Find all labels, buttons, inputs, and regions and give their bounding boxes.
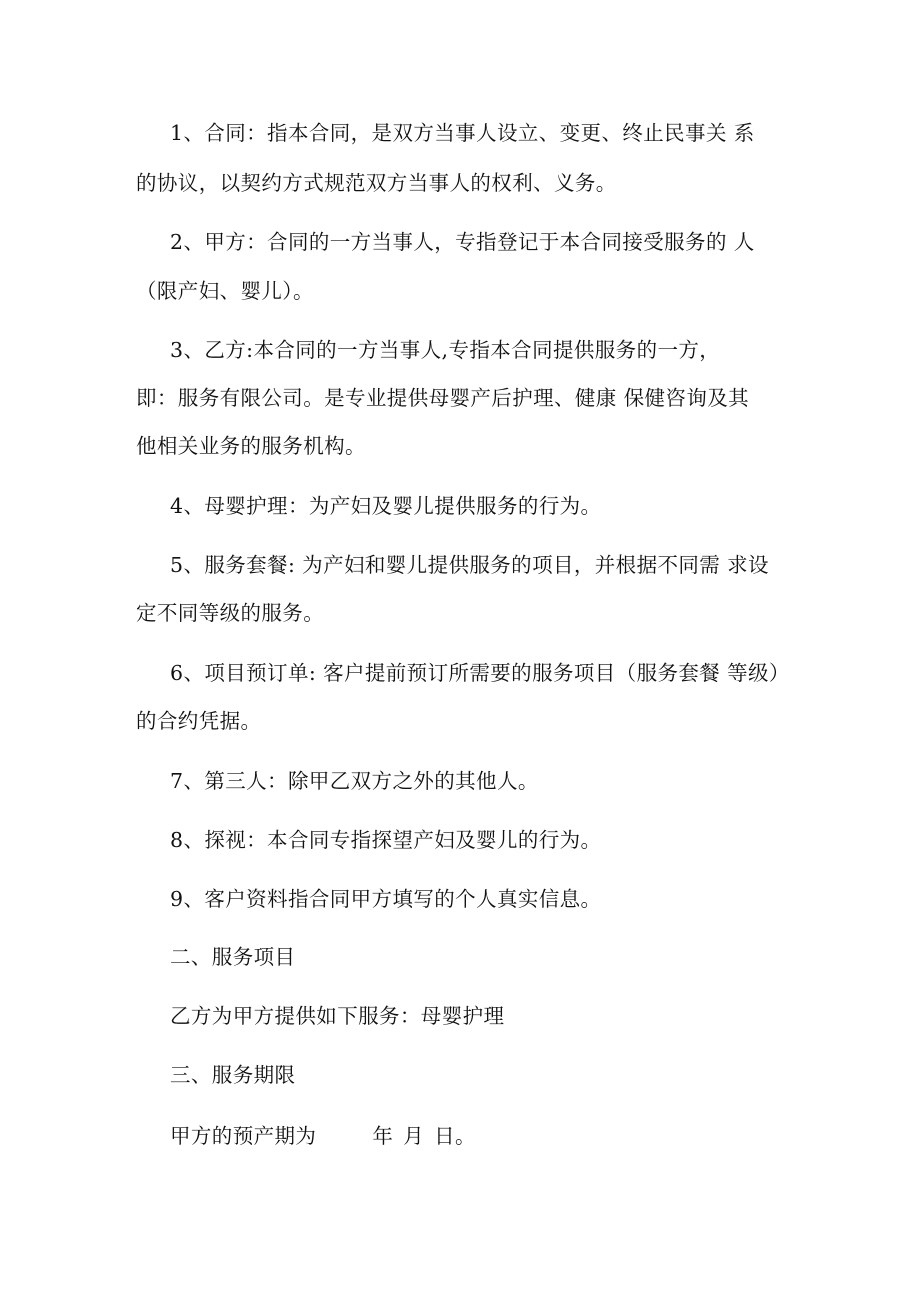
definition-9-line-1: 9、客户资料指合同甲方填写的个人真实信息。 [170,887,602,911]
definition-6-line-1: 6、项目预订单: 客户提前预订所需要的服务项目（服务套餐 等级） [170,661,790,685]
definition-3-line-3: 他相关业务的服务机构。 [136,434,366,458]
definition-2-line-2: （限产妇、婴儿）。 [136,279,314,303]
definition-3-line-1: 3、乙方:本合同的一方当事人,专指本合同提供服务的一方， [170,338,721,362]
definition-1-line-2: 的协议，以契约方式规范双方当事人的权利、义务。 [136,171,617,195]
definition-8-line-1: 8、探视：本合同专指探望产妇及婴儿的行为。 [170,828,602,852]
section-2-heading: 二、服务项目 [170,945,296,969]
section-2-text: 乙方为甲方提供如下服务：母婴护理 [170,1004,505,1028]
definition-7-line-1: 7、第三人：除甲乙双方之外的其他人。 [170,769,539,793]
definition-1-line-1: 1、合同：指本合同，是双方当事人设立、变更、终止民事关 系 [170,121,755,145]
due-date-year: 年 [372,1124,394,1148]
definition-5-line-2: 定不同等级的服务。 [136,601,325,625]
section-3-heading: 三、服务期限 [170,1063,296,1087]
due-date-month: 月 [403,1124,425,1148]
due-date-day: 日。 [434,1124,476,1148]
definition-6-line-2: 的合约凭据。 [136,709,262,733]
due-date-prefix: 甲方的预产期为 [170,1124,317,1148]
definition-4-line-1: 4、母婴护理：为产妇及婴儿提供服务的行为。 [170,494,602,518]
definition-3-line-2: 即：服务有限公司。是专业提供母婴产后护理、健康 保健咨询及其 [136,386,750,410]
definition-5-line-1: 5、服务套餐: 为产妇和婴儿提供服务的项目，并根据不同需 求设 [170,553,769,577]
definition-2-line-1: 2、甲方：合同的一方当事人，专指登记于本合同接受服务的 人 [170,230,755,254]
due-date-line [170,1121,476,1151]
